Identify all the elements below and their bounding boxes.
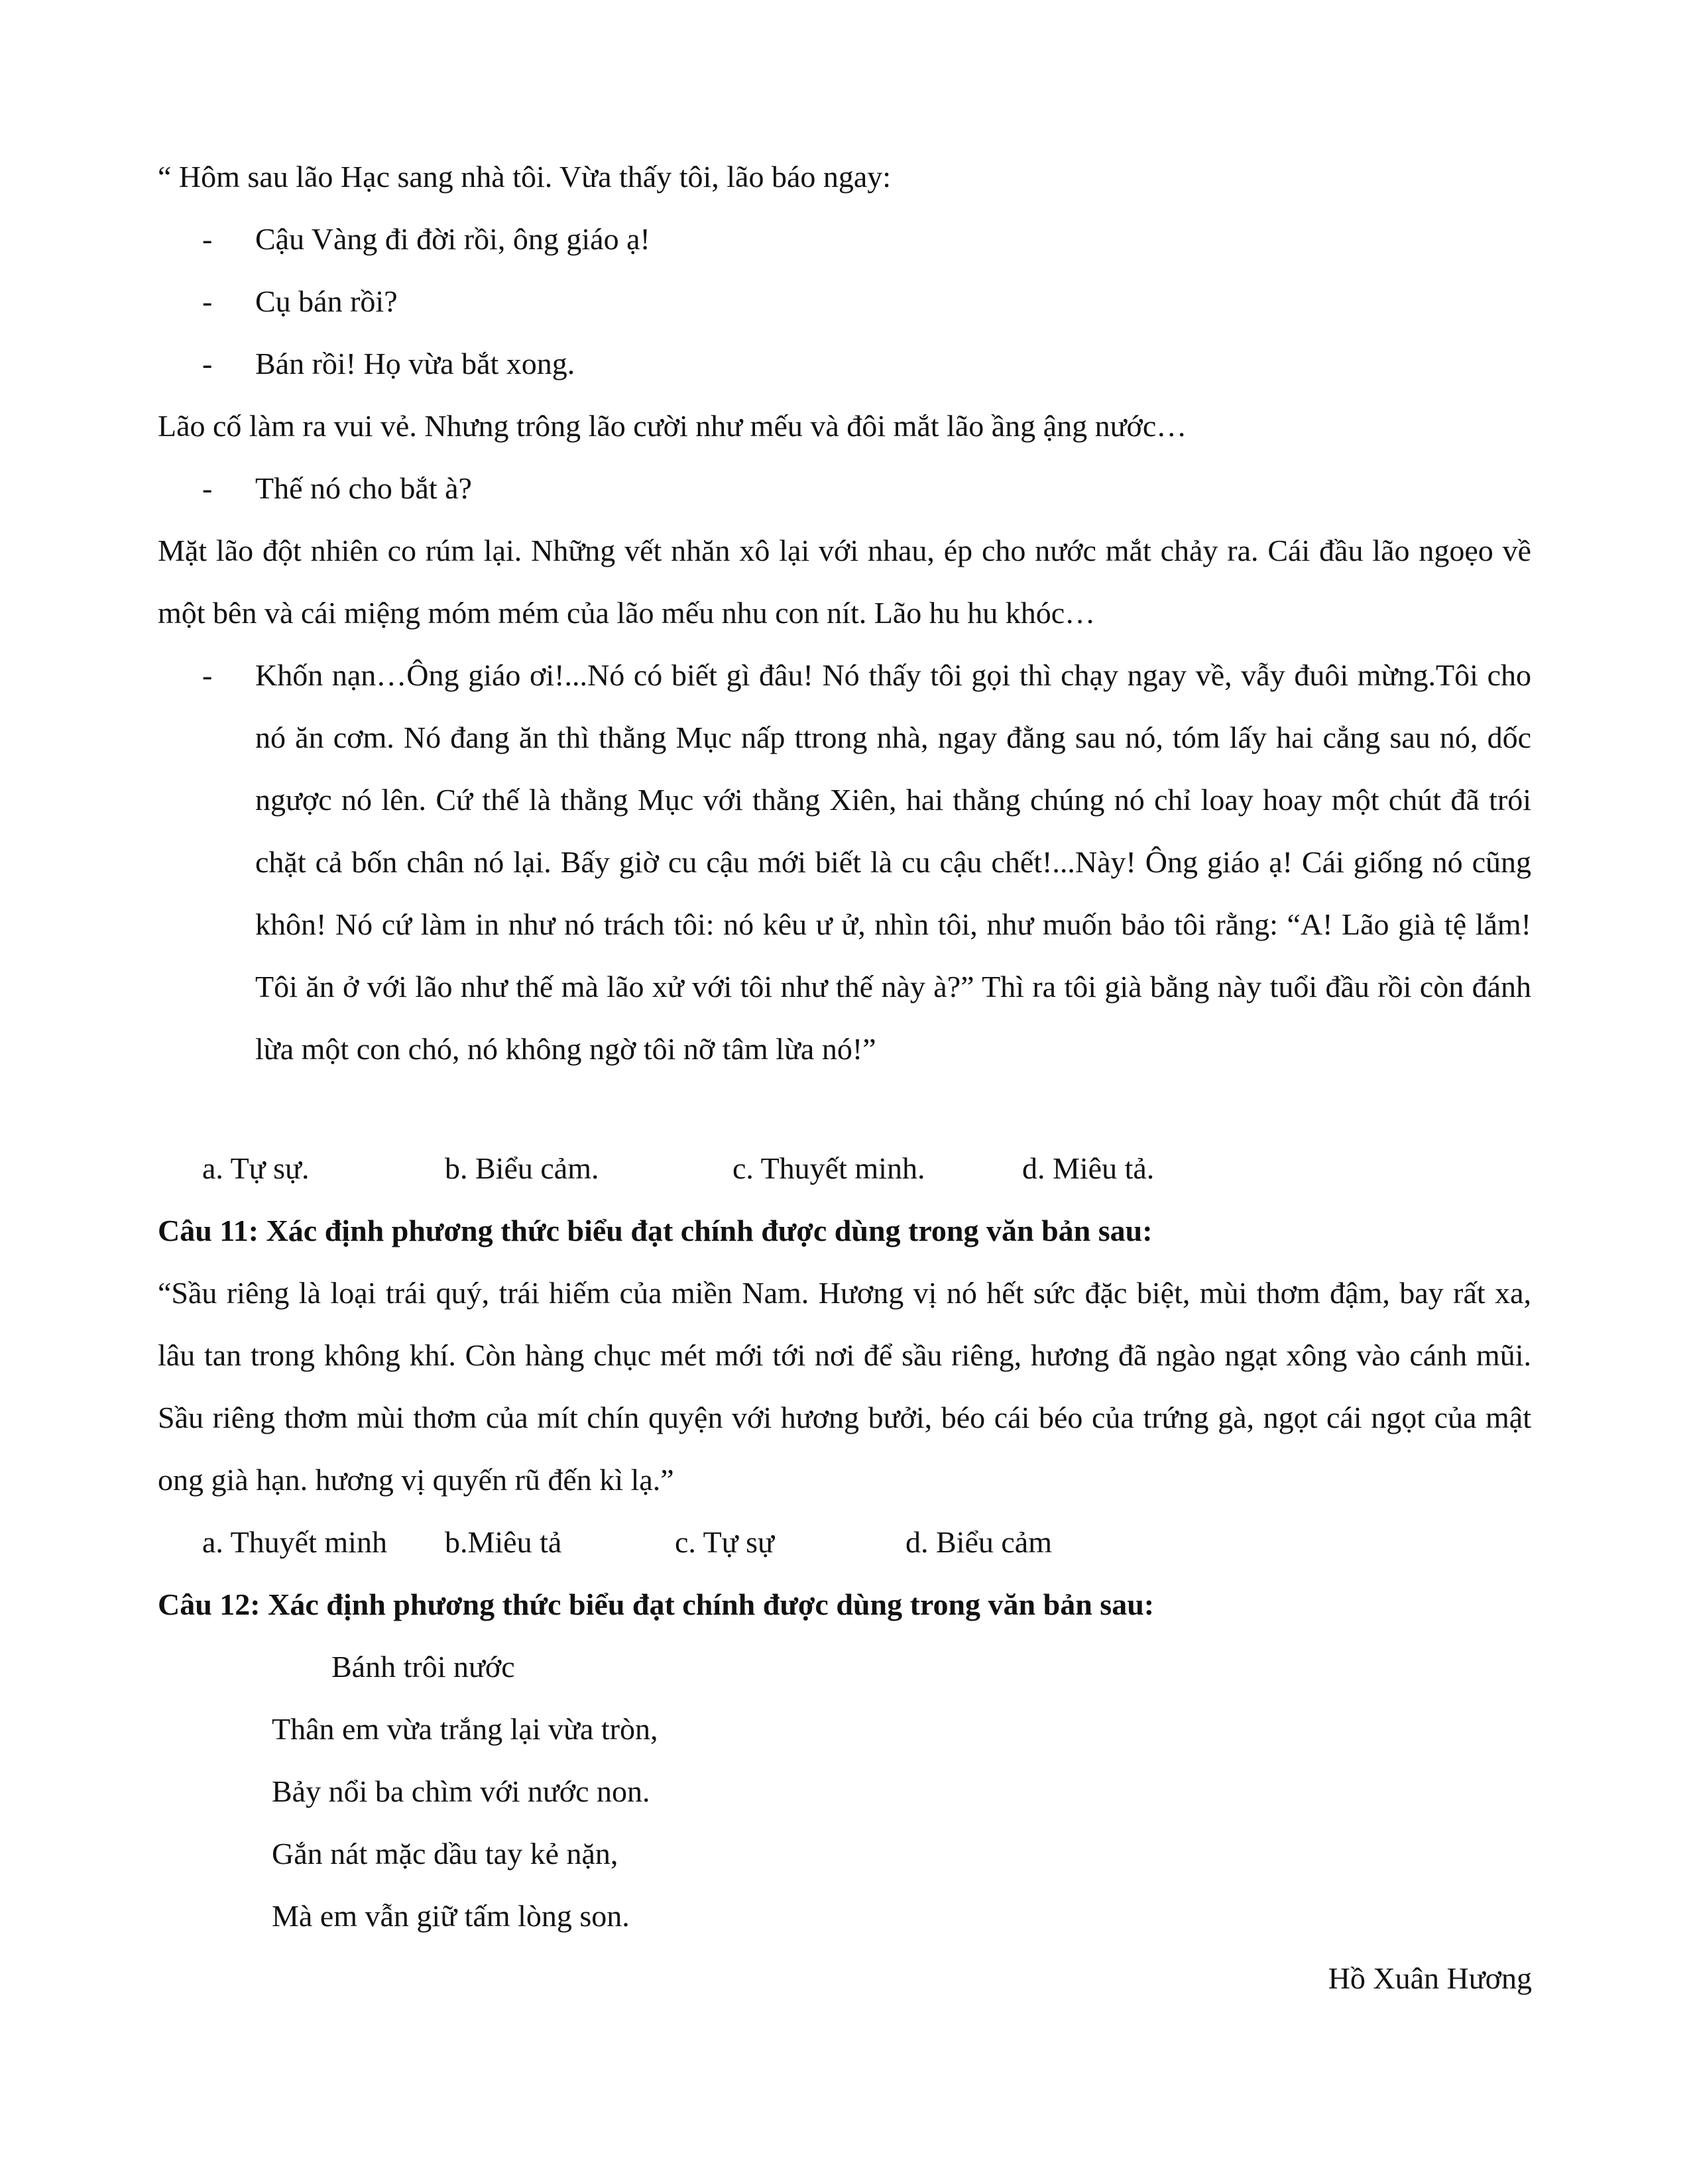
answer-option-c: c. Tự sự [675, 1525, 774, 1559]
answer-option-d: d. Biểu cảm [905, 1525, 1052, 1559]
answer-option-b: b.Miêu tả [445, 1525, 562, 1559]
intro-line: “ Hôm sau lão Hạc sang nhà tôi. Vừa thấy tôi, lão báo ngay: [158, 160, 892, 194]
narration-line: Lão cố làm ra vui vẻ. Nhưng trông lão cười như mếu và đôi mắt lão ầng ậng nước… [158, 409, 1187, 443]
poem-author: Hồ Xuân Hương [1328, 1961, 1532, 1995]
dialogue-text: Thế nó cho bắt à? [255, 471, 472, 505]
dash: - [202, 658, 213, 692]
poem-line: Bảy nổi ba chìm với nước non. [272, 1774, 650, 1808]
question-11-passage: “Sầu riêng là loại trái quý, trái hiếm của miền Nam. Hương vị nó hết sức đặc biệt, mùi thơm đậm, bay rất xa, lâu tan trong không khí. Còn hàng chục mét mới tới nơi để sầu riêng, hương đã ngào ngạt xông vào cánh mũi. Sầu riêng thơm mùi thơm của mít chín quyện với hương bưởi, béo cái béo của trứng gà, ngọt cái ngọt của mật ong già hạn. hương vị quyến rũ đến kì lạ.” [158, 1276, 1531, 1497]
dash: - [202, 471, 213, 505]
answer-option-d: d. Miêu tả. [1022, 1151, 1155, 1185]
answer-option-a: a. Thuyết minh [202, 1525, 387, 1559]
narration-paragraph: Mặt lão đột nhiên co rúm lại. Những vết nhăn xô lại với nhau, ép cho nước mắt chảy ra. Cái đầu lão ngoẹo về một bên và cái miệng móm mém của lão mếu nhu con nít. Lão hu hu khóc… [158, 534, 1531, 630]
dash: - [202, 284, 213, 318]
answer-option-c: c. Thuyết minh. [732, 1151, 925, 1185]
question-12-title: Câu 12: Xác định phương thức biểu đạt chính được dùng trong văn bản sau: [158, 1587, 1155, 1621]
answer-option-a: a. Tự sự. [202, 1151, 310, 1185]
poem-line: Gắn nát mặc dầu tay kẻ nặn, [272, 1837, 618, 1870]
dialogue-text: Cụ bán rồi? [255, 284, 398, 318]
dash: - [202, 347, 213, 380]
answer-option-b: b. Biểu cảm. [445, 1151, 599, 1185]
dash: - [202, 222, 213, 256]
question-11-title: Câu 11: Xác định phương thức biểu đạt chính được dùng trong văn bản sau: [158, 1214, 1153, 1247]
poem-line: Mà em vẫn giữ tấm lòng son. [272, 1899, 630, 1933]
dialogue-text: Khốn nạn…Ông giáo ơi!...Nó có biết gì đâu! Nó thấy tôi gọi thì chạy ngay về, vẫy đuôi mừng.Tôi cho nó ăn cơm. Nó đang ăn thì thằng Mục nấp ttrong nhà, ngay đằng sau nó, tóm lấy hai cẳng sau nó, dốc ngược nó lên. Cứ thế là thằng Mục với thằng Xiên, hai thằng chúng nó chỉ loay hoay một chút đã trói chặt cả bốn chân nó lại. Bấy giờ cu cậu mới biết là cu cậu chết!...Này! Ông giáo ạ! Cái giống nó cũng khôn! Nó cứ làm in như nó trách tôi: nó kêu ư ử, nhìn tôi, như muốn bảo tôi rằng: “A! Lão già tệ lắm! Tôi ăn ở với lão như thế mà lão xử với tôi như thế này à?” Thì ra tôi già bằng này tuổi đầu rồi còn đánh lừa một con chó, nó không ngờ tôi nỡ tâm lừa nó!” [255, 658, 1531, 1066]
poem-title: Bánh trôi nước [331, 1650, 515, 1684]
poem-line: Thân em vừa trắng lại vừa tròn, [272, 1712, 658, 1746]
dialogue-text: Cậu Vàng đi đời rồi, ông giáo ạ! [255, 222, 650, 256]
dialogue-text: Bán rồi! Họ vừa bắt xong. [255, 347, 575, 380]
